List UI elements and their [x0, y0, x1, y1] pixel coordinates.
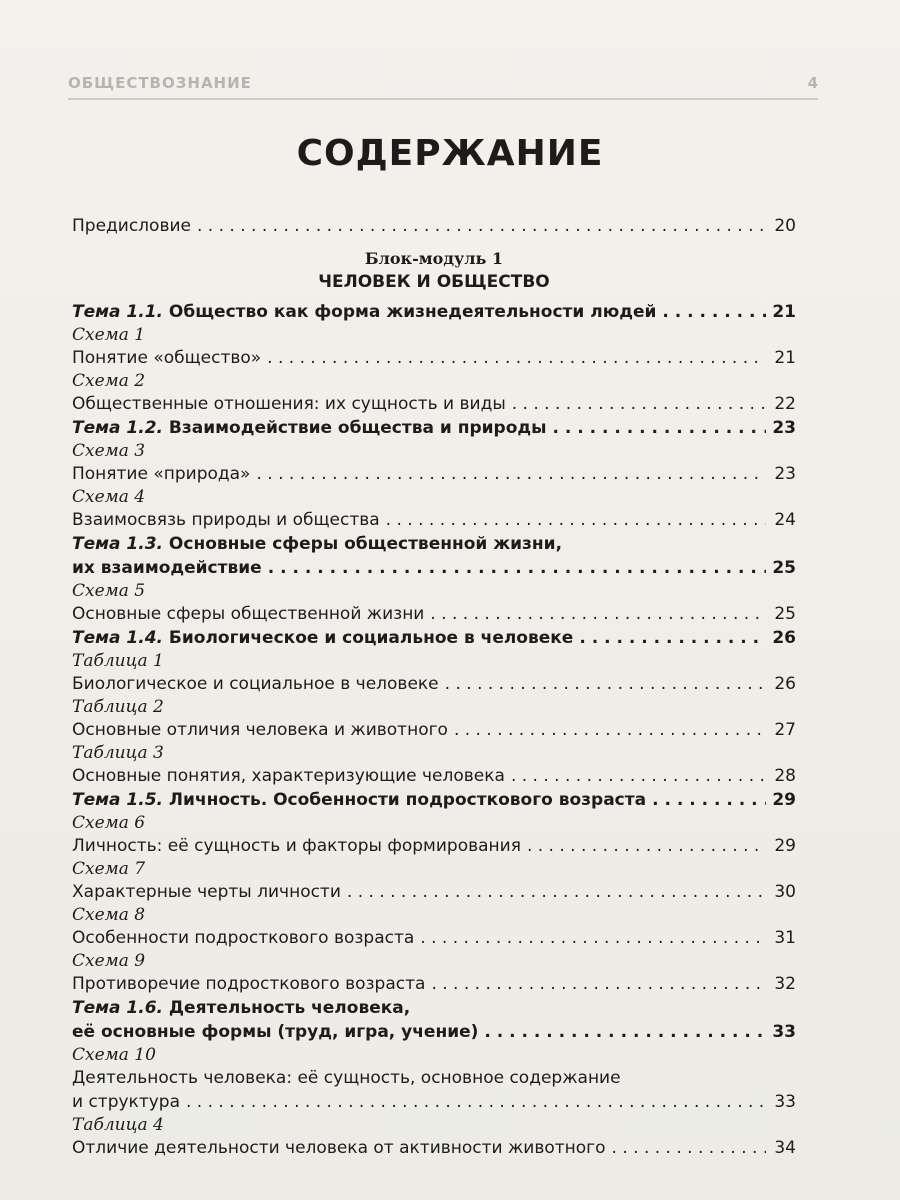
toc-page-number: 20: [774, 216, 796, 236]
toc-page-number: 21: [774, 348, 796, 368]
dot-leader: [267, 346, 766, 370]
toc-subheading: Схема 4: [72, 487, 146, 507]
toc-entry-label: Деятельность человека,: [163, 998, 411, 1018]
toc-entry-row: [72, 416, 796, 440]
toc-entry-row: [72, 508, 796, 532]
dot-leader: [186, 1090, 766, 1114]
toc-page-number: 25: [772, 558, 796, 578]
toc-entry[interactable]: [72, 602, 796, 626]
dot-leader: [430, 602, 766, 626]
toc-entry-line: [72, 532, 796, 556]
dot-leader: [527, 834, 766, 858]
toc-entry-row: [72, 1136, 796, 1160]
toc-entry[interactable]: [72, 672, 796, 696]
page-title: СОДЕРЖАНИЕ: [296, 133, 604, 174]
toc-page-number: 32: [774, 974, 796, 994]
toc-subheading: Таблица 2: [72, 697, 164, 717]
toc-subheading: Таблица 1: [72, 651, 164, 671]
toc-page-number: 33: [774, 1092, 796, 1112]
page-number: 4: [807, 74, 818, 92]
toc-page-number: 21: [772, 302, 796, 322]
toc-entry[interactable]: [72, 1136, 796, 1160]
toc-entry-preface[interactable]: [72, 214, 796, 238]
toc-entry-label: [72, 416, 547, 440]
toc-entry-label: и структура: [72, 1092, 180, 1112]
toc-entry-label: Биологическое и социальное в человеке: [72, 674, 439, 694]
toc-topic[interactable]: [72, 996, 796, 1044]
toc-entry-row: [72, 1090, 796, 1114]
toc-page-number: 26: [774, 674, 796, 694]
toc-subheading: Схема 9: [72, 951, 146, 971]
toc-page-number: 31: [774, 928, 796, 948]
dot-leader: [386, 508, 766, 532]
toc-entry-row: [72, 556, 796, 580]
toc-entry-line: [72, 1066, 796, 1090]
toc-subheading: Таблица 4: [72, 1115, 164, 1135]
dot-leader: [420, 926, 766, 950]
toc-subheading: Схема 8: [72, 905, 146, 925]
toc-entry-row: [72, 972, 796, 996]
toc-entry-row: [72, 392, 796, 416]
toc-entry-row: [72, 926, 796, 950]
toc-entry-label: Отличие деятельности человека от активности животного: [72, 1138, 606, 1158]
toc-entry-row: [72, 672, 796, 696]
block-subheading: ЧЕЛОВЕК И ОБЩЕСТВО: [318, 272, 550, 292]
toc-page-number: 24: [774, 510, 796, 530]
toc-entry-row: [72, 788, 796, 812]
toc-entry-row: [72, 300, 796, 324]
toc-entry-label: Предисловие: [72, 216, 191, 236]
block-heading: Блок-модуль 1: [364, 249, 504, 268]
toc-entry-label: Деятельность человека: её сущность, основное содержание: [72, 1068, 621, 1088]
toc-subheading: Схема 1: [72, 325, 146, 345]
toc-entry[interactable]: [72, 718, 796, 742]
toc-page-number: 34: [774, 1138, 796, 1158]
topic-number: Тема 1.3.: [72, 534, 163, 554]
dot-leader: [484, 1020, 766, 1044]
toc-entry-row: [72, 626, 796, 650]
toc-entry-label: Общественные отношения: их сущность и виды: [72, 394, 506, 414]
toc-entry[interactable]: [72, 880, 796, 904]
toc-entry-row: [72, 1020, 796, 1044]
toc-entry-label: [72, 626, 573, 650]
toc-entry-label: Основные сферы общественной жизни: [72, 604, 425, 624]
toc-entry-row: [72, 834, 796, 858]
toc-entry[interactable]: [72, 508, 796, 532]
toc-subheading: Схема 6: [72, 813, 146, 833]
toc-entry-label: Особенности подросткового возраста: [72, 928, 415, 948]
toc-entry-label: Основные отличия человека и животного: [72, 720, 448, 740]
toc-entry-label: Личность: её сущность и факторы формирования: [72, 836, 521, 856]
dot-leader: [454, 718, 766, 742]
toc-entry-row: [72, 462, 796, 486]
dot-leader: [612, 1136, 766, 1160]
toc-entry[interactable]: [72, 1066, 796, 1114]
dot-leader: [512, 392, 766, 416]
toc-page-number: 29: [772, 790, 796, 810]
toc-topic[interactable]: [72, 532, 796, 580]
toc-subheading: Схема 5: [72, 581, 146, 601]
table-of-contents: [72, 214, 796, 1160]
toc-entry-label: Понятие «общество»: [72, 348, 262, 368]
dot-leader: [652, 788, 766, 812]
toc-subheading: Схема 2: [72, 371, 146, 391]
toc-topic[interactable]: [72, 788, 796, 812]
toc-entry-label: Характерные черты личности: [72, 882, 341, 902]
toc-subheading: Схема 7: [72, 859, 146, 879]
toc-entry-label: [72, 788, 646, 812]
toc-entry-label: её основные формы (труд, игра, учение): [72, 1022, 479, 1042]
topic-title: Биологическое и социальное в человеке: [163, 628, 574, 648]
running-head: ОБЩЕСТВОЗНАНИЕ: [68, 74, 252, 92]
dot-leader: [662, 300, 766, 324]
toc-entry[interactable]: [72, 392, 796, 416]
toc-entry[interactable]: [72, 346, 796, 370]
toc-entry-label: Понятие «природа»: [72, 464, 251, 484]
toc-page-number: 27: [774, 720, 796, 740]
toc-page-number: 23: [772, 418, 796, 438]
dot-leader: [445, 672, 766, 696]
toc-page-number: 28: [774, 766, 796, 786]
topic-number: Тема 1.4.: [72, 628, 163, 648]
toc-entry-row: [72, 718, 796, 742]
toc-topic[interactable]: [72, 416, 796, 440]
topic-number: Тема 1.2.: [72, 418, 163, 438]
dot-leader: [511, 764, 766, 788]
topic-title: Взаимодействие общества и природы: [163, 418, 547, 438]
topic-number: Тема 1.1.: [72, 302, 163, 322]
toc-entry-label: [72, 300, 656, 324]
topic-title: Личность. Особенности подросткового возраста: [163, 790, 647, 810]
toc-entry-label: Противоречие подросткового возраста: [72, 974, 426, 994]
toc-entry[interactable]: [72, 834, 796, 858]
toc-entry-label: Основные сферы общественной жизни,: [163, 534, 563, 554]
toc-entry-row: [72, 764, 796, 788]
toc-entry[interactable]: [72, 462, 796, 486]
toc-subheading: Схема 10: [72, 1045, 156, 1065]
toc-page-number: 29: [774, 836, 796, 856]
topic-number: Тема 1.5.: [72, 790, 163, 810]
dot-leader: [431, 972, 766, 996]
toc-page-number: 25: [774, 604, 796, 624]
toc-entry-line: [72, 996, 796, 1020]
topic-number: Тема 1.6.: [72, 998, 163, 1018]
toc-topic[interactable]: [72, 300, 796, 324]
toc-entry[interactable]: [72, 764, 796, 788]
toc-subheading: Таблица 3: [72, 743, 164, 763]
dot-leader: [256, 462, 766, 486]
toc-entry-row: [72, 602, 796, 626]
toc-page-number: 22: [774, 394, 796, 414]
toc-page-number: 33: [772, 1022, 796, 1042]
dot-leader: [579, 626, 766, 650]
toc-entry[interactable]: [72, 926, 796, 950]
header-rule: [68, 98, 818, 100]
toc-entries: [72, 300, 796, 1160]
toc-entry-label: Основные понятия, характеризующие человека: [72, 766, 505, 786]
dot-leader: [553, 416, 767, 440]
dot-leader: [268, 556, 766, 580]
topic-title: Общество как форма жизнедеятельности людей: [163, 302, 657, 322]
toc-entry-label: их взаимодействие: [72, 558, 262, 578]
toc-entry[interactable]: [72, 972, 796, 996]
toc-subheading: Схема 3: [72, 441, 146, 461]
toc-page-number: 30: [774, 882, 796, 902]
dot-leader: [347, 880, 766, 904]
toc-entry-row: [72, 346, 796, 370]
toc-page-number: 23: [774, 464, 796, 484]
dot-leader: [197, 214, 766, 238]
toc-entry-row: [72, 880, 796, 904]
toc-page-number: 26: [772, 628, 796, 648]
toc-entry-label: Взаимосвязь природы и общества: [72, 510, 380, 530]
toc-topic[interactable]: [72, 626, 796, 650]
